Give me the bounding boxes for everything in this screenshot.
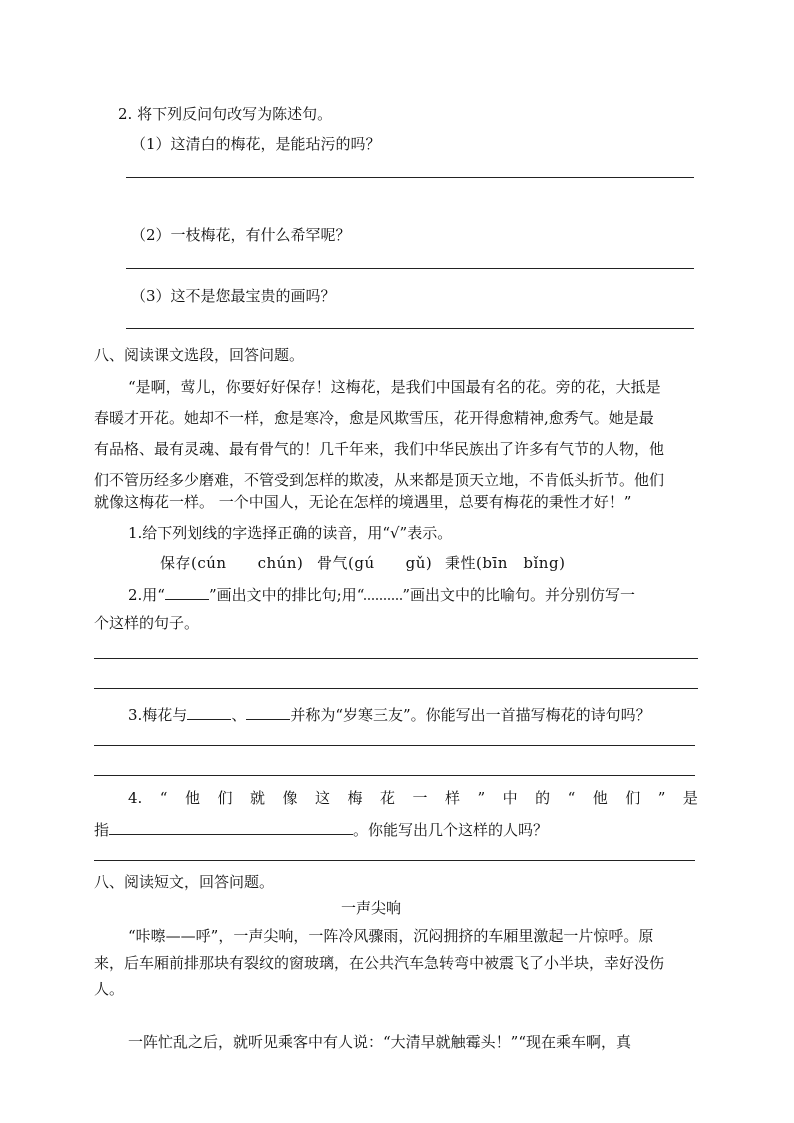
passage-line: 来，后车厢前排那块有裂纹的窗玻璃，在公共汽车急转弯中被震飞了小半块，幸好没伤 bbox=[94, 954, 665, 972]
passage-line: 人。 bbox=[94, 980, 125, 998]
passage-line: 春暖才开花。她却不一样，愈是寒冷，愈是风欺雪压，花开得愈精神,愈秀气。她是最 bbox=[94, 409, 654, 427]
q4-char: 他 bbox=[184, 789, 200, 807]
pinyin-option-3[interactable]: 秉性(bīn bǐng) bbox=[445, 554, 566, 572]
q4-char: 像 bbox=[282, 789, 298, 807]
answer-line[interactable] bbox=[94, 745, 695, 746]
section-8-heading: 八、阅读课文选段，回答问题。 bbox=[94, 346, 305, 364]
wavy-underline-sample bbox=[364, 586, 402, 600]
q4-char: “ bbox=[159, 789, 168, 807]
q4-char: 中 bbox=[502, 789, 518, 807]
section-8b-heading: 八、阅读短文，回答问题。 bbox=[94, 873, 275, 891]
sub-question-1: 1.给下列划线的字选择正确的读音，用“√”表示。 bbox=[128, 524, 453, 542]
fill-blank-3[interactable] bbox=[109, 818, 353, 835]
sub-question-4-cont bbox=[94, 818, 548, 840]
sub-question-2-cont: 个这样的句子。 bbox=[94, 614, 200, 632]
passage-line: 就像这梅花一样。 一个中国人，无论在怎样的境遇里，总要有梅花的秉性才好！” bbox=[94, 493, 632, 511]
fill-blank-2[interactable] bbox=[246, 703, 290, 720]
answer-line[interactable] bbox=[126, 177, 694, 178]
q4-char: “ bbox=[567, 789, 576, 807]
q4-char: 他 bbox=[592, 789, 608, 807]
sub-question-2-text: ”画出文中的比喻句。并分别仿写一 bbox=[402, 586, 636, 604]
sub-question-4-text: 。你能写出几个这样的人吗？ bbox=[353, 821, 549, 839]
answer-line[interactable] bbox=[126, 328, 694, 329]
answer-line[interactable] bbox=[94, 658, 698, 659]
passage-line: 一阵忙乱之后，就听见乘客中有人说：“大清早就触霉头！”“现在乘车啊，真 bbox=[128, 1033, 632, 1051]
sub-question-2-text: ”画出文中的排比句;用“ bbox=[208, 586, 365, 604]
passage-line: 有品格、最有灵魂、最有骨气的！几千年来，我们中华民族出了许多有气节的人物，他 bbox=[94, 440, 665, 458]
q4-char: 花 bbox=[379, 789, 395, 807]
question-2-item-3: （3）这不是您最宝贵的画吗？ bbox=[131, 287, 336, 305]
q4-char: 是 bbox=[682, 789, 698, 807]
sub-question-4-text: 指 bbox=[94, 821, 110, 839]
passage-line: “是啊，莺儿，你要好好保存！这梅花，是我们中国最有名的花。旁的花，大抵是 bbox=[128, 378, 661, 396]
pinyin-option-1[interactable]: 保存(cún chún) bbox=[160, 554, 304, 572]
q4-char: 样 bbox=[444, 789, 460, 807]
q4-char: 这 bbox=[314, 789, 330, 807]
q4-char: 的 bbox=[535, 789, 551, 807]
q4-char: ” bbox=[477, 789, 486, 807]
answer-line[interactable] bbox=[94, 688, 698, 689]
answer-line[interactable] bbox=[94, 860, 695, 861]
q4-char: 梅 bbox=[347, 789, 363, 807]
q4-char: ” bbox=[657, 789, 666, 807]
sub-question-3 bbox=[128, 703, 651, 725]
sub-question-3-text: 、 bbox=[231, 706, 247, 724]
q4-char: 一 bbox=[412, 789, 428, 807]
sub-question-3-text: 并称为“岁寒三友”。你能写出一首描写梅花的诗句吗？ bbox=[290, 706, 651, 724]
q4-char: 们 bbox=[217, 789, 233, 807]
passage-line: 们不管历经多少磨难，不管受到怎样的欺凌，从来都是顶天立地，不肯低头折节。他们 bbox=[94, 471, 665, 489]
question-2-item-1: （1）这清白的梅花，是能玷污的吗？ bbox=[131, 135, 381, 153]
straight-underline-sample bbox=[165, 583, 209, 600]
passage-line: “咔嚓——呼”，一声尖响，一阵冷风骤雨，沉闷拥挤的车厢里激起一片惊呼。原 bbox=[128, 927, 654, 945]
answer-line[interactable] bbox=[126, 268, 694, 269]
sub-question-4 bbox=[128, 788, 698, 808]
story-title: 一声尖响 bbox=[341, 899, 402, 917]
answer-line[interactable] bbox=[94, 775, 695, 776]
question-2-item-2: （2）一枝梅花，有什么希罕呢？ bbox=[131, 226, 351, 244]
fill-blank-1[interactable] bbox=[187, 703, 231, 720]
sub-question-2 bbox=[128, 583, 635, 605]
sub-question-3-text: 3.梅花与 bbox=[128, 706, 188, 724]
q4-char: 就 bbox=[249, 789, 265, 807]
question-2-title: 2. 将下列反问句改写为陈述句。 bbox=[118, 105, 333, 123]
q4-char: 们 bbox=[625, 789, 641, 807]
pinyin-option-2[interactable]: 骨气(gú gǔ) bbox=[317, 554, 433, 572]
sub-question-2-text: 2.用“ bbox=[128, 586, 165, 604]
q4-char: 4. bbox=[128, 789, 143, 807]
